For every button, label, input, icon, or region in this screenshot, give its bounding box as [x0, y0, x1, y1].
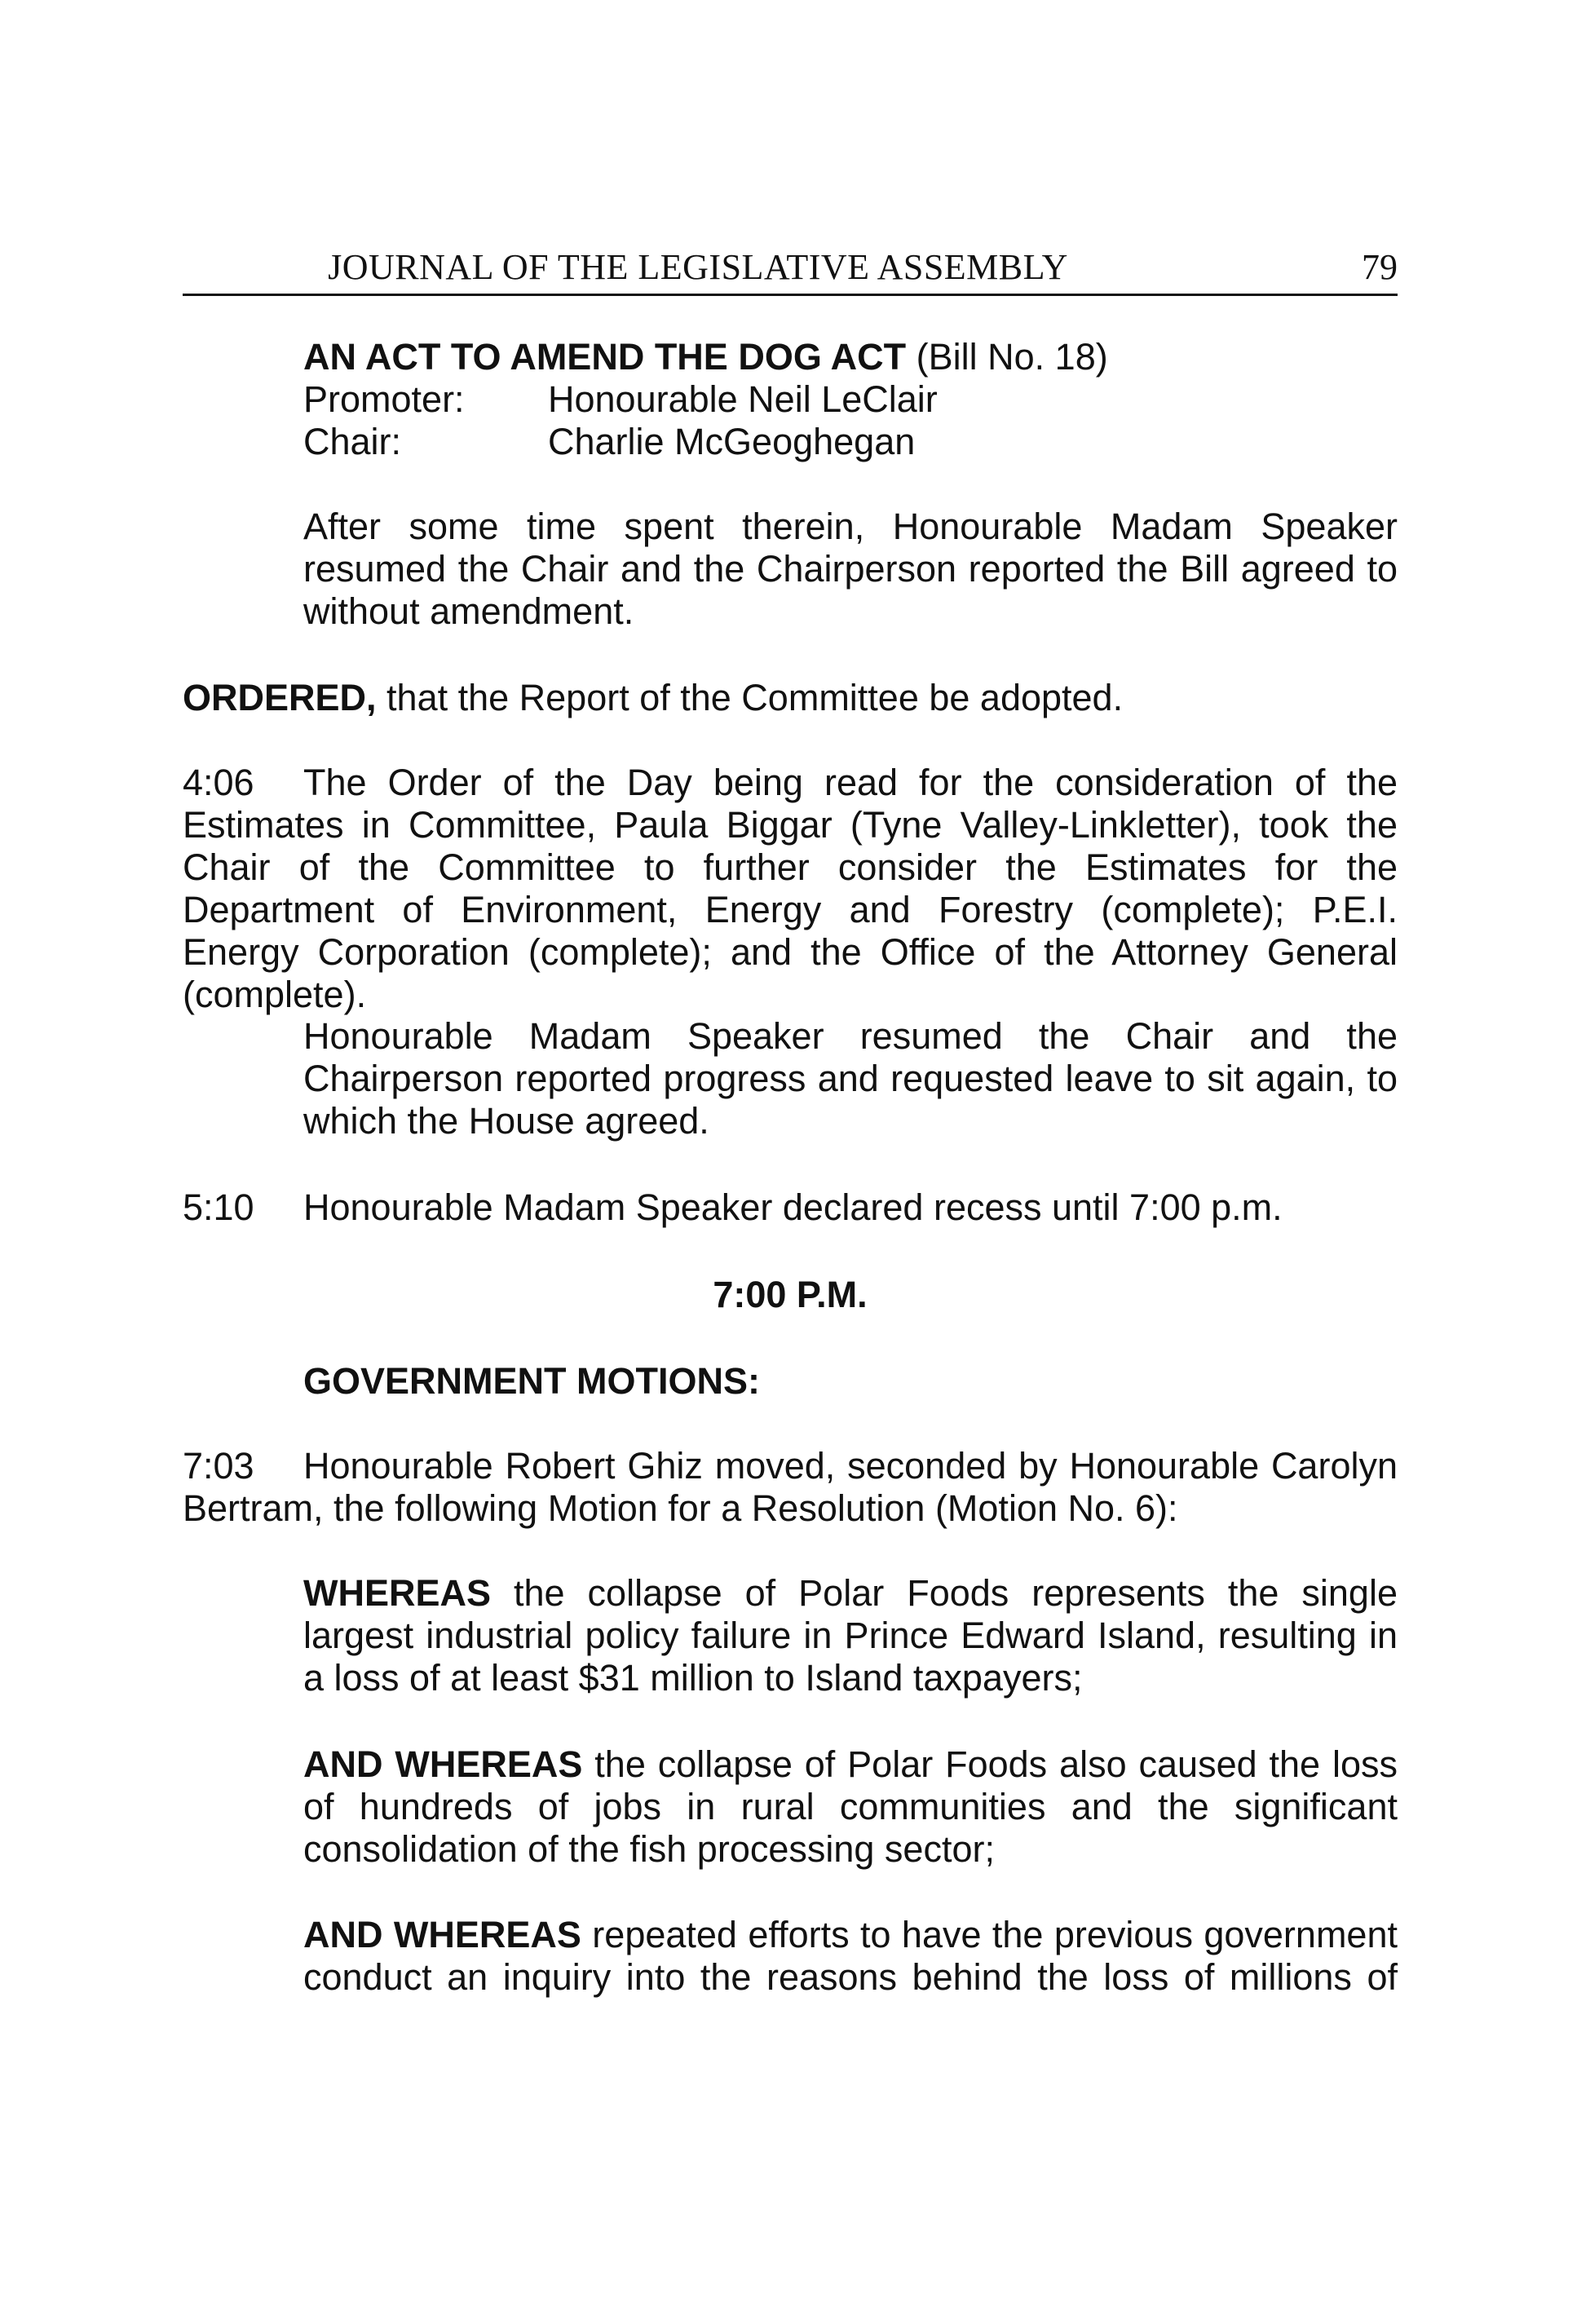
ordered-label: ORDERED, — [183, 677, 377, 718]
promoter-name: Honourable Neil LeClair — [548, 378, 938, 420]
chair-label: Chair: — [303, 421, 402, 462]
recess-time: 5:10 — [183, 1186, 254, 1228]
bill-block — [303, 336, 1398, 463]
whereas-1-label: WHEREAS — [303, 1572, 492, 1614]
motion-time: 7:03 — [183, 1445, 254, 1487]
chair-row — [303, 421, 1398, 463]
whereas-3-text: repeated efforts to have the previous government conduct an inquiry into the reasons behind the loss of millions of — [303, 1914, 1398, 1998]
whereas-3-label: AND WHEREAS — [303, 1914, 581, 1955]
motion-text: Honourable Robert Ghiz moved, seconded by Honourable Carolyn Bertram, the following Motion for a Resolution (Motion No. 6): — [183, 1445, 1398, 1529]
government-motions-heading: GOVERNMENT MOTIONS: — [303, 1360, 760, 1402]
whereas-clause-3 — [303, 1914, 1398, 1999]
recess-text: Honourable Madam Speaker declared recess until 7:00 p.m. — [303, 1186, 1283, 1228]
whereas-2-text: the collapse of Polar Foods also caused the loss of hundreds of jobs in rural communities and the significant consolidation of the fish processing sector; — [303, 1743, 1398, 1870]
whereas-2-label: AND WHEREAS — [303, 1743, 583, 1785]
ordered-text: that the Report of the Committee be adopted. — [376, 677, 1124, 718]
estimates-report-paragraph: Honourable Madam Speaker resumed the Chair and the Chairperson reported progress and requested leave to sit again, to which the House agreed. — [303, 1015, 1398, 1142]
journal-title: JOURNAL OF THE LEGISLATIVE ASSEMBLY — [328, 247, 1068, 287]
motion-paragraph — [183, 1445, 1398, 1530]
estimates-text: The Order of the Day being read for the consideration of the Estimates in Committee, Paula Biggar (Tyne Valley-Linkletter), took the Chair of the Committee to further consider the Estimates for the Department of Environment, Energy and Forestry (complete); P.E.I. Energy Corporation (complete); and the Office of the Attorney General (complete). — [183, 762, 1398, 1015]
evening-sitting-heading: 7:00 P.M. — [713, 1274, 868, 1315]
ordered-paragraph — [183, 677, 1398, 719]
chair-name: Charlie McGeoghegan — [548, 421, 916, 462]
promoter-label: Promoter: — [303, 378, 465, 420]
bill-report-paragraph: After some time spent therein, Honourable Madam Speaker resumed the Chair and the Chairperson reported the Bill agreed to without amendment. — [303, 506, 1398, 632]
estimates-time: 4:06 — [183, 762, 254, 803]
bill-number: (Bill No. 18) — [906, 336, 1108, 378]
page-number: 79 — [1362, 247, 1398, 287]
whereas-clause-1 — [303, 1572, 1398, 1699]
recess-paragraph — [183, 1186, 1398, 1229]
whereas-clause-2 — [303, 1743, 1398, 1871]
bill-title: AN ACT TO AMEND THE DOG ACT — [303, 336, 907, 378]
promoter-row — [303, 378, 1398, 421]
page-header — [183, 245, 1398, 296]
whereas-1-text: the collapse of Polar Foods represents the single largest industrial policy failure in Prince Edward Island, resulting in a loss of at least $31 million to Island taxpayers; — [303, 1572, 1398, 1699]
estimates-paragraph — [183, 762, 1398, 1016]
